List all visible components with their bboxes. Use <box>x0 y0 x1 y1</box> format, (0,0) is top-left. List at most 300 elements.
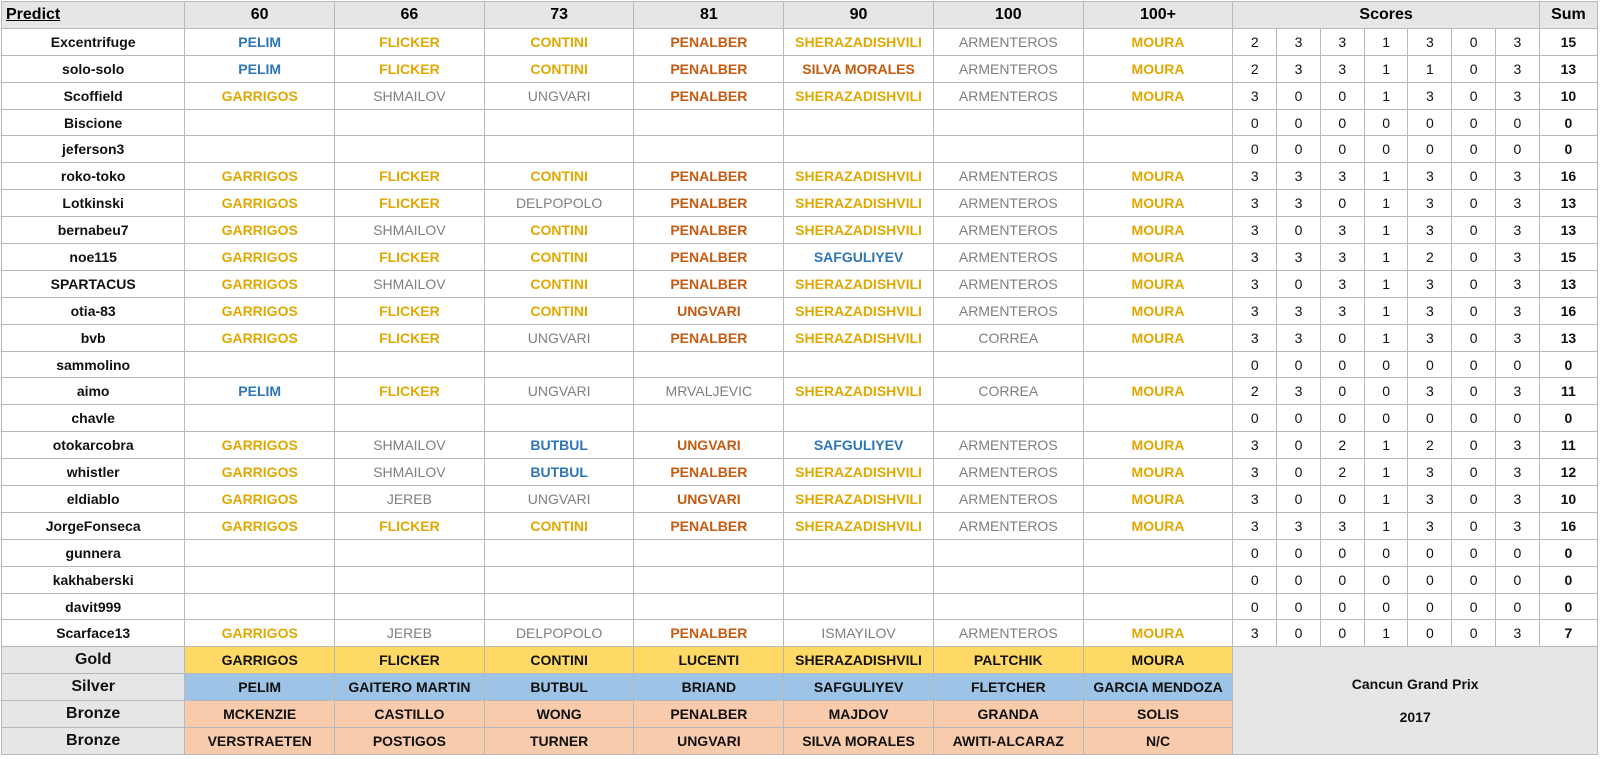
pick-cell[interactable] <box>335 136 485 163</box>
score-cell[interactable]: 3 <box>1277 244 1321 271</box>
pick-cell[interactable] <box>185 566 335 593</box>
sum-cell[interactable]: 0 <box>1539 566 1597 593</box>
pick-cell[interactable]: GARRIGOS <box>185 82 335 109</box>
score-cell[interactable]: 0 <box>1277 405 1321 432</box>
score-cell[interactable]: 3 <box>1320 28 1364 55</box>
pick-cell[interactable] <box>1083 566 1233 593</box>
score-cell[interactable]: 3 <box>1233 163 1277 190</box>
pick-cell[interactable]: CONTINI <box>484 28 634 55</box>
pick-cell[interactable] <box>784 539 934 566</box>
player-name[interactable]: otia-83 <box>2 297 185 324</box>
score-cell[interactable]: 0 <box>1452 539 1496 566</box>
score-cell[interactable]: 0 <box>1496 405 1540 432</box>
pick-cell[interactable] <box>1083 109 1233 136</box>
score-cell[interactable]: 3 <box>1233 459 1277 486</box>
pick-cell[interactable] <box>634 136 784 163</box>
pick-cell[interactable]: MOURA <box>1083 486 1233 513</box>
score-cell[interactable]: 3 <box>1233 270 1277 297</box>
score-cell[interactable]: 0 <box>1320 190 1364 217</box>
score-cell[interactable]: 0 <box>1320 82 1364 109</box>
score-cell[interactable]: 0 <box>1452 620 1496 647</box>
pick-cell[interactable] <box>1083 405 1233 432</box>
pick-cell[interactable] <box>1083 136 1233 163</box>
score-cell[interactable]: 3 <box>1496 297 1540 324</box>
pick-cell[interactable]: PENALBER <box>634 459 784 486</box>
score-cell[interactable]: 3 <box>1233 82 1277 109</box>
sum-cell[interactable]: 13 <box>1539 270 1597 297</box>
score-cell[interactable]: 3 <box>1496 82 1540 109</box>
pick-cell[interactable]: CONTINI <box>484 217 634 244</box>
pick-cell[interactable]: PENALBER <box>634 217 784 244</box>
pick-cell[interactable] <box>634 109 784 136</box>
score-cell[interactable]: 3 <box>1320 244 1364 271</box>
score-cell[interactable]: 1 <box>1364 459 1408 486</box>
pick-cell[interactable]: MOURA <box>1083 297 1233 324</box>
score-cell[interactable]: 0 <box>1364 539 1408 566</box>
score-cell[interactable]: 3 <box>1496 244 1540 271</box>
sum-cell[interactable]: 13 <box>1539 217 1597 244</box>
pick-cell[interactable]: CONTINI <box>484 297 634 324</box>
sum-cell[interactable]: 15 <box>1539 28 1597 55</box>
pick-cell[interactable]: MOURA <box>1083 217 1233 244</box>
score-cell[interactable]: 0 <box>1452 297 1496 324</box>
score-cell[interactable]: 0 <box>1277 459 1321 486</box>
pick-cell[interactable]: MOURA <box>1083 324 1233 351</box>
score-cell[interactable]: 0 <box>1452 28 1496 55</box>
pick-cell[interactable]: UNGVARI <box>634 432 784 459</box>
pick-cell[interactable]: PENALBER <box>634 28 784 55</box>
score-cell[interactable]: 0 <box>1452 566 1496 593</box>
pick-cell[interactable]: UNGVARI <box>484 324 634 351</box>
score-cell[interactable]: 0 <box>1408 351 1452 378</box>
medal-winner-cell[interactable]: AWITI-ALCARAZ <box>933 728 1083 755</box>
score-cell[interactable]: 3 <box>1320 270 1364 297</box>
pick-cell[interactable]: GARRIGOS <box>185 512 335 539</box>
pick-cell[interactable]: UNGVARI <box>484 378 634 405</box>
pick-cell[interactable] <box>933 351 1083 378</box>
score-cell[interactable]: 3 <box>1320 297 1364 324</box>
pick-cell[interactable]: PENALBER <box>634 82 784 109</box>
score-cell[interactable]: 0 <box>1364 136 1408 163</box>
pick-cell[interactable]: MOURA <box>1083 432 1233 459</box>
pick-cell[interactable]: SHMAILOV <box>335 82 485 109</box>
pick-cell[interactable]: FLICKER <box>335 244 485 271</box>
pick-cell[interactable]: SHERAZADISHVILI <box>784 163 934 190</box>
pick-cell[interactable]: SAFGULIYEV <box>784 432 934 459</box>
pick-cell[interactable] <box>784 593 934 620</box>
pick-cell[interactable]: MOURA <box>1083 163 1233 190</box>
pick-cell[interactable]: ARMENTEROS <box>933 28 1083 55</box>
pick-cell[interactable]: MOURA <box>1083 244 1233 271</box>
score-cell[interactable]: 0 <box>1233 566 1277 593</box>
score-cell[interactable]: 0 <box>1364 378 1408 405</box>
score-cell[interactable]: 0 <box>1364 405 1408 432</box>
score-cell[interactable]: 3 <box>1496 55 1540 82</box>
score-cell[interactable]: 3 <box>1233 190 1277 217</box>
score-cell[interactable]: 3 <box>1496 163 1540 190</box>
score-cell[interactable]: 1 <box>1364 512 1408 539</box>
score-cell[interactable]: 0 <box>1496 539 1540 566</box>
pick-cell[interactable]: DELPOPOLO <box>484 620 634 647</box>
player-name[interactable]: eldiablo <box>2 486 185 513</box>
sum-header[interactable]: Sum <box>1539 2 1597 29</box>
score-cell[interactable]: 1 <box>1364 297 1408 324</box>
pick-cell[interactable] <box>185 136 335 163</box>
score-cell[interactable]: 1 <box>1364 324 1408 351</box>
score-cell[interactable]: 3 <box>1320 512 1364 539</box>
score-cell[interactable]: 0 <box>1320 109 1364 136</box>
sum-cell[interactable]: 11 <box>1539 378 1597 405</box>
pick-cell[interactable] <box>335 593 485 620</box>
score-cell[interactable]: 0 <box>1364 109 1408 136</box>
medal-winner-cell[interactable]: TURNER <box>484 728 634 755</box>
medal-winner-cell[interactable]: UNGVARI <box>634 728 784 755</box>
pick-cell[interactable]: UNGVARI <box>634 297 784 324</box>
score-cell[interactable]: 1 <box>1364 217 1408 244</box>
pick-cell[interactable]: UNGVARI <box>634 486 784 513</box>
score-cell[interactable]: 3 <box>1496 459 1540 486</box>
pick-cell[interactable] <box>335 566 485 593</box>
pick-cell[interactable]: MOURA <box>1083 620 1233 647</box>
pick-cell[interactable]: CONTINI <box>484 163 634 190</box>
pick-cell[interactable]: CONTINI <box>484 512 634 539</box>
score-cell[interactable]: 0 <box>1320 486 1364 513</box>
player-name[interactable]: SPARTACUS <box>2 270 185 297</box>
score-cell[interactable]: 0 <box>1452 136 1496 163</box>
medal-winner-cell[interactable]: SAFGULIYEV <box>784 674 934 701</box>
score-cell[interactable]: 1 <box>1364 432 1408 459</box>
pick-cell[interactable]: ARMENTEROS <box>933 620 1083 647</box>
score-cell[interactable]: 3 <box>1408 190 1452 217</box>
score-cell[interactable]: 0 <box>1320 324 1364 351</box>
medal-label[interactable]: Bronze <box>2 728 185 755</box>
score-cell[interactable]: 0 <box>1452 109 1496 136</box>
pick-cell[interactable]: ARMENTEROS <box>933 512 1083 539</box>
pick-cell[interactable] <box>634 539 784 566</box>
pick-cell[interactable]: CORREA <box>933 378 1083 405</box>
medal-winner-cell[interactable]: BRIAND <box>634 674 784 701</box>
pick-cell[interactable]: ARMENTEROS <box>933 486 1083 513</box>
pick-cell[interactable]: GARRIGOS <box>185 324 335 351</box>
pick-cell[interactable] <box>185 405 335 432</box>
pick-cell[interactable] <box>484 539 634 566</box>
score-cell[interactable]: 3 <box>1408 217 1452 244</box>
sum-cell[interactable]: 0 <box>1539 109 1597 136</box>
pick-cell[interactable]: PELIM <box>185 55 335 82</box>
score-cell[interactable]: 0 <box>1277 351 1321 378</box>
pick-cell[interactable]: SHERAZADISHVILI <box>784 512 934 539</box>
score-cell[interactable]: 0 <box>1452 486 1496 513</box>
pick-cell[interactable]: MOURA <box>1083 270 1233 297</box>
player-name[interactable]: bvb <box>2 324 185 351</box>
pick-cell[interactable] <box>185 593 335 620</box>
player-name[interactable]: Scarface13 <box>2 620 185 647</box>
medal-winner-cell[interactable]: GARCIA MENDOZA <box>1083 674 1233 701</box>
score-cell[interactable]: 0 <box>1452 324 1496 351</box>
pick-cell[interactable] <box>784 109 934 136</box>
score-cell[interactable]: 3 <box>1277 28 1321 55</box>
pick-cell[interactable] <box>335 109 485 136</box>
score-cell[interactable]: 3 <box>1233 244 1277 271</box>
score-cell[interactable]: 3 <box>1496 620 1540 647</box>
medal-winner-cell[interactable]: PALTCHIK <box>933 647 1083 674</box>
pick-cell[interactable]: PENALBER <box>634 55 784 82</box>
score-cell[interactable]: 2 <box>1320 432 1364 459</box>
score-cell[interactable]: 0 <box>1277 566 1321 593</box>
score-cell[interactable]: 3 <box>1496 486 1540 513</box>
pick-cell[interactable]: MRVALJEVIC <box>634 378 784 405</box>
player-name[interactable]: bernabeu7 <box>2 217 185 244</box>
pick-cell[interactable]: ARMENTEROS <box>933 163 1083 190</box>
pick-cell[interactable]: SHMAILOV <box>335 217 485 244</box>
score-cell[interactable]: 3 <box>1408 28 1452 55</box>
score-cell[interactable]: 3 <box>1496 512 1540 539</box>
score-cell[interactable]: 3 <box>1233 297 1277 324</box>
score-cell[interactable]: 3 <box>1320 55 1364 82</box>
medal-winner-cell[interactable]: GRANDA <box>933 701 1083 728</box>
medal-winner-cell[interactable]: CONTINI <box>484 647 634 674</box>
pick-cell[interactable]: JEREB <box>335 620 485 647</box>
score-cell[interactable]: 1 <box>1364 620 1408 647</box>
sum-cell[interactable]: 11 <box>1539 432 1597 459</box>
score-cell[interactable]: 2 <box>1233 55 1277 82</box>
score-cell[interactable]: 0 <box>1233 539 1277 566</box>
score-cell[interactable]: 0 <box>1452 405 1496 432</box>
player-name[interactable]: sammolino <box>2 351 185 378</box>
score-cell[interactable]: 3 <box>1496 28 1540 55</box>
pick-cell[interactable]: GARRIGOS <box>185 244 335 271</box>
score-cell[interactable]: 0 <box>1233 109 1277 136</box>
score-cell[interactable]: 0 <box>1233 351 1277 378</box>
score-cell[interactable]: 3 <box>1408 324 1452 351</box>
score-cell[interactable]: 0 <box>1452 244 1496 271</box>
score-cell[interactable]: 3 <box>1408 297 1452 324</box>
pick-cell[interactable]: MOURA <box>1083 512 1233 539</box>
score-cell[interactable]: 0 <box>1277 82 1321 109</box>
score-cell[interactable]: 3 <box>1408 378 1452 405</box>
pick-cell[interactable] <box>484 136 634 163</box>
pick-cell[interactable] <box>784 136 934 163</box>
sum-cell[interactable]: 16 <box>1539 163 1597 190</box>
pick-cell[interactable]: ARMENTEROS <box>933 217 1083 244</box>
score-cell[interactable]: 0 <box>1364 566 1408 593</box>
score-cell[interactable]: 0 <box>1452 432 1496 459</box>
player-name[interactable]: noe115 <box>2 244 185 271</box>
score-cell[interactable]: 0 <box>1452 82 1496 109</box>
medal-winner-cell[interactable]: MAJDOV <box>784 701 934 728</box>
score-cell[interactable]: 0 <box>1408 620 1452 647</box>
pick-cell[interactable] <box>185 351 335 378</box>
score-cell[interactable]: 0 <box>1277 593 1321 620</box>
pick-cell[interactable]: ARMENTEROS <box>933 190 1083 217</box>
category-header[interactable]: 73 <box>484 2 634 29</box>
pick-cell[interactable]: SHERAZADISHVILI <box>784 297 934 324</box>
score-cell[interactable]: 3 <box>1408 163 1452 190</box>
score-cell[interactable]: 3 <box>1408 270 1452 297</box>
medal-winner-cell[interactable]: BUTBUL <box>484 674 634 701</box>
pick-cell[interactable] <box>933 109 1083 136</box>
pick-cell[interactable]: ARMENTEROS <box>933 55 1083 82</box>
pick-cell[interactable]: PENALBER <box>634 163 784 190</box>
medal-winner-cell[interactable]: LUCENTI <box>634 647 784 674</box>
score-cell[interactable]: 0 <box>1233 593 1277 620</box>
score-cell[interactable]: 3 <box>1233 512 1277 539</box>
pick-cell[interactable]: GARRIGOS <box>185 459 335 486</box>
pick-cell[interactable] <box>933 566 1083 593</box>
medal-winner-cell[interactable]: FLICKER <box>335 647 485 674</box>
pick-cell[interactable]: SHERAZADISHVILI <box>784 486 934 513</box>
pick-cell[interactable] <box>185 109 335 136</box>
medal-label[interactable]: Bronze <box>2 701 185 728</box>
medal-winner-cell[interactable]: MCKENZIE <box>185 701 335 728</box>
score-cell[interactable]: 3 <box>1320 163 1364 190</box>
player-name[interactable]: aimo <box>2 378 185 405</box>
pick-cell[interactable] <box>335 405 485 432</box>
category-header[interactable]: 100 <box>933 2 1083 29</box>
medal-winner-cell[interactable]: POSTIGOS <box>335 728 485 755</box>
pick-cell[interactable]: GARRIGOS <box>185 486 335 513</box>
pick-cell[interactable]: GARRIGOS <box>185 163 335 190</box>
pick-cell[interactable]: ARMENTEROS <box>933 459 1083 486</box>
medal-winner-cell[interactable]: SOLIS <box>1083 701 1233 728</box>
pick-cell[interactable]: FLICKER <box>335 28 485 55</box>
pick-cell[interactable]: GARRIGOS <box>185 217 335 244</box>
score-cell[interactable]: 3 <box>1233 217 1277 244</box>
score-cell[interactable]: 1 <box>1364 486 1408 513</box>
pick-cell[interactable]: CORREA <box>933 324 1083 351</box>
pick-cell[interactable]: UNGVARI <box>484 82 634 109</box>
pick-cell[interactable] <box>484 593 634 620</box>
medal-label[interactable]: Silver <box>2 674 185 701</box>
medal-winner-cell[interactable]: SILVA MORALES <box>784 728 934 755</box>
sum-cell[interactable]: 10 <box>1539 486 1597 513</box>
pick-cell[interactable]: FLICKER <box>335 163 485 190</box>
pick-cell[interactable]: SAFGULIYEV <box>784 244 934 271</box>
score-cell[interactable]: 0 <box>1452 593 1496 620</box>
pick-cell[interactable]: CONTINI <box>484 244 634 271</box>
score-cell[interactable]: 2 <box>1320 459 1364 486</box>
score-cell[interactable]: 0 <box>1320 593 1364 620</box>
medal-winner-cell[interactable]: MOURA <box>1083 647 1233 674</box>
pick-cell[interactable]: GARRIGOS <box>185 620 335 647</box>
score-cell[interactable]: 1 <box>1364 55 1408 82</box>
pick-cell[interactable]: MOURA <box>1083 55 1233 82</box>
pick-cell[interactable]: MOURA <box>1083 190 1233 217</box>
pick-cell[interactable]: BUTBUL <box>484 459 634 486</box>
pick-cell[interactable]: FLICKER <box>335 378 485 405</box>
pick-cell[interactable] <box>933 405 1083 432</box>
pick-cell[interactable]: FLICKER <box>335 297 485 324</box>
pick-cell[interactable]: SHMAILOV <box>335 432 485 459</box>
score-cell[interactable]: 3 <box>1496 432 1540 459</box>
pick-cell[interactable]: SHERAZADISHVILI <box>784 217 934 244</box>
score-cell[interactable]: 0 <box>1233 136 1277 163</box>
score-cell[interactable]: 3 <box>1496 217 1540 244</box>
sum-cell[interactable]: 16 <box>1539 297 1597 324</box>
pick-cell[interactable] <box>1083 593 1233 620</box>
pick-cell[interactable]: FLICKER <box>335 55 485 82</box>
pick-cell[interactable]: FLICKER <box>335 512 485 539</box>
score-cell[interactable]: 0 <box>1496 109 1540 136</box>
player-name[interactable]: whistler <box>2 459 185 486</box>
player-name[interactable]: kakhaberski <box>2 566 185 593</box>
score-cell[interactable]: 0 <box>1277 539 1321 566</box>
sum-cell[interactable]: 0 <box>1539 593 1597 620</box>
pick-cell[interactable] <box>1083 539 1233 566</box>
pick-cell[interactable]: GARRIGOS <box>185 270 335 297</box>
score-cell[interactable]: 1 <box>1364 190 1408 217</box>
pick-cell[interactable]: ARMENTEROS <box>933 82 1083 109</box>
pick-cell[interactable]: PENALBER <box>634 244 784 271</box>
score-cell[interactable]: 1 <box>1364 28 1408 55</box>
score-cell[interactable]: 2 <box>1408 432 1452 459</box>
score-cell[interactable]: 0 <box>1320 566 1364 593</box>
score-cell[interactable]: 3 <box>1496 378 1540 405</box>
score-cell[interactable]: 3 <box>1277 297 1321 324</box>
pick-cell[interactable]: FLICKER <box>335 324 485 351</box>
pick-cell[interactable] <box>634 566 784 593</box>
pick-cell[interactable]: SHERAZADISHVILI <box>784 190 934 217</box>
predict-header[interactable]: Predict <box>2 2 185 29</box>
pick-cell[interactable]: GARRIGOS <box>185 190 335 217</box>
pick-cell[interactable]: MOURA <box>1083 82 1233 109</box>
pick-cell[interactable]: PENALBER <box>634 620 784 647</box>
score-cell[interactable]: 0 <box>1233 405 1277 432</box>
score-cell[interactable]: 0 <box>1452 217 1496 244</box>
sum-cell[interactable]: 13 <box>1539 324 1597 351</box>
pick-cell[interactable] <box>933 593 1083 620</box>
medal-winner-cell[interactable]: GAITERO MARTIN <box>335 674 485 701</box>
score-cell[interactable]: 0 <box>1496 136 1540 163</box>
score-cell[interactable]: 0 <box>1408 109 1452 136</box>
pick-cell[interactable] <box>1083 351 1233 378</box>
score-cell[interactable]: 3 <box>1496 270 1540 297</box>
score-cell[interactable]: 0 <box>1408 566 1452 593</box>
player-name[interactable]: Biscione <box>2 109 185 136</box>
player-name[interactable]: Lotkinski <box>2 190 185 217</box>
pick-cell[interactable]: JEREB <box>335 486 485 513</box>
pick-cell[interactable]: SHERAZADISHVILI <box>784 324 934 351</box>
pick-cell[interactable]: PENALBER <box>634 324 784 351</box>
score-cell[interactable]: 0 <box>1452 351 1496 378</box>
pick-cell[interactable] <box>484 109 634 136</box>
medal-winner-cell[interactable]: GARRIGOS <box>185 647 335 674</box>
pick-cell[interactable] <box>484 566 634 593</box>
score-cell[interactable]: 1 <box>1364 163 1408 190</box>
score-cell[interactable]: 0 <box>1452 55 1496 82</box>
pick-cell[interactable]: ARMENTEROS <box>933 432 1083 459</box>
pick-cell[interactable]: SILVA MORALES <box>784 55 934 82</box>
score-cell[interactable]: 3 <box>1233 486 1277 513</box>
score-cell[interactable]: 3 <box>1408 459 1452 486</box>
sum-cell[interactable]: 16 <box>1539 512 1597 539</box>
player-name[interactable]: JorgeFonseca <box>2 512 185 539</box>
score-cell[interactable]: 0 <box>1452 378 1496 405</box>
score-cell[interactable]: 0 <box>1408 593 1452 620</box>
score-cell[interactable]: 0 <box>1320 378 1364 405</box>
pick-cell[interactable]: SHMAILOV <box>335 270 485 297</box>
pick-cell[interactable] <box>933 539 1083 566</box>
pick-cell[interactable] <box>784 566 934 593</box>
sum-cell[interactable]: 12 <box>1539 459 1597 486</box>
score-cell[interactable]: 2 <box>1233 28 1277 55</box>
scores-header[interactable]: Scores <box>1233 2 1539 29</box>
pick-cell[interactable]: PENALBER <box>634 270 784 297</box>
score-cell[interactable]: 0 <box>1452 190 1496 217</box>
score-cell[interactable]: 0 <box>1277 432 1321 459</box>
score-cell[interactable]: 0 <box>1452 459 1496 486</box>
score-cell[interactable]: 0 <box>1452 512 1496 539</box>
